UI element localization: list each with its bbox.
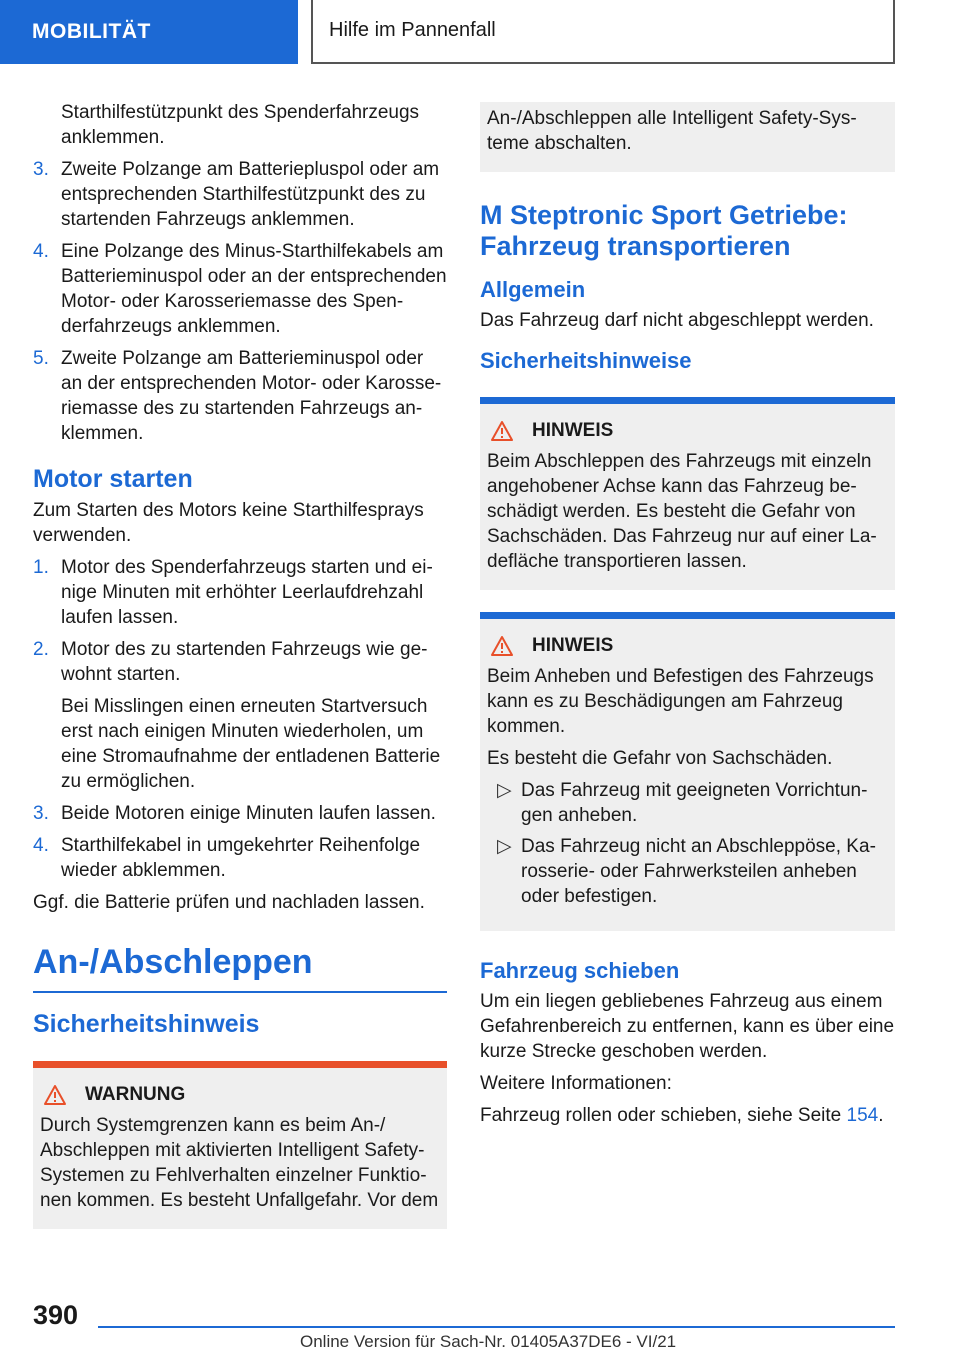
warning-text: Durch Systemgrenzen kann es beim An-/ Abschleppen mit aktivierten Intelligent Safety-Systemen zu Fehlverhalten einzelner Funktionen kommen. Es besteht Unfallgefahr. Vor dem — [40, 1115, 439, 1211]
bullet-text: Das Fahrzeug mit geeigneten Vorrichtungen anheben. — [521, 780, 868, 826]
heading-abschleppen: An-/Abschleppen — [33, 943, 313, 981]
heading-steptronic: M Steptronic Sport Getriebe: Fahrzeug transportieren — [480, 200, 848, 261]
step-number: 2. — [33, 639, 49, 660]
step-note: Bei Misslingen einen erneuten Startversuch erst nach einigen Minuten wiederholen, um eine Stromaufnahme der entladenen Batterie zu ermöglichen. — [61, 696, 441, 792]
heading-sicherheitshinweis: Sicherheitshinweis — [33, 1010, 260, 1038]
list-item — [33, 833, 447, 883]
list-item — [33, 801, 447, 826]
step-number: 1. — [33, 557, 49, 578]
right-column — [480, 100, 895, 1135]
step-text: Eine Polzange des Minus-Starthilfekabels am Batterieminuspol oder an der entsprechenden Motor- oder Karosseriemasse des Spenderfahrzeugs anklemmen. — [61, 241, 447, 337]
step-continuation: Starthilfestützpunkt des Spenderfahrzeugs anklemmen. — [61, 102, 420, 148]
list-item — [33, 157, 447, 232]
notice-box — [480, 397, 895, 590]
notice-text: Beim Anheben und Befestigen des Fahrzeugs kann es zu Beschädigungen am Fahrzeug kommen. — [487, 666, 874, 737]
notice-head — [487, 418, 888, 443]
warning-box — [33, 1061, 447, 1229]
heading-rule — [33, 991, 447, 993]
warning-triangle-icon — [490, 420, 514, 442]
step-number: 3. — [33, 803, 49, 824]
step-text: Starthilfekabel in umgekehrter Reihenfolge wieder abklemmen. — [61, 835, 421, 881]
step-number: 4. — [33, 835, 49, 856]
warning-head — [40, 1082, 440, 1107]
chapter-title: Hilfe im Pannenfall — [311, 0, 895, 64]
step-text: Zweite Polzange am Batteriepluspol oder am entsprechenden Starthilfestützpunkt des zu startenden Fahrzeugs anklemmen. — [61, 159, 440, 230]
notice-box — [480, 612, 895, 931]
list-item — [33, 239, 447, 339]
heading-sicherheitshinweise: Sicherheitshinweise — [480, 348, 692, 373]
reference-end: . — [878, 1105, 884, 1126]
heading-fahrzeug-schieben: Fahrzeug schieben — [480, 958, 680, 983]
push-text: Um ein liegen gebliebenes Fahrzeug aus einem Gefahrenbereich zu entfernen, kann es über eine kurze Strecke geschoben werden. — [480, 991, 895, 1062]
bullet-text: Das Fahrzeug nicht an Abschleppöse, Karosserie- oder Fahrwerksteilen anheben oder befestigen. — [521, 836, 876, 907]
warning-box-continued: An-/Abschleppen alle Intelligent Safety-Systeme abschalten. — [480, 102, 895, 172]
step-text: Zweite Polzange am Batterieminuspol oder an der entsprechenden Motor- oder Karosseriemasse des zu startenden Fahrzeugs anklemmen. — [61, 348, 442, 444]
notice-head — [487, 633, 888, 658]
more-info: Weitere Informationen: — [480, 1073, 672, 1094]
reference-text: Fahrzeug rollen oder schieben, siehe Seite — [480, 1105, 842, 1126]
step-number: 3. — [33, 159, 49, 180]
bullet-triangle-icon: ▷ — [497, 836, 512, 857]
step-text: Beide Motoren einige Minuten laufen lassen. — [61, 803, 436, 824]
list-item — [33, 637, 447, 687]
warning-triangle-icon — [490, 635, 514, 657]
list-item — [33, 346, 447, 446]
step-number: 4. — [33, 241, 49, 262]
section-tab: MOBILITÄT — [0, 0, 298, 64]
warning-triangle-icon — [43, 1084, 67, 1106]
motor-intro: Zum Starten des Motors keine Starthilfesprays verwenden. — [33, 500, 424, 546]
list-item — [487, 778, 888, 828]
general-text: Das Fahrzeug darf nicht abgeschleppt werden. — [480, 310, 874, 331]
warning-label: WARNUNG — [85, 1084, 186, 1105]
page-number: 390 — [33, 1300, 79, 1330]
notice-text: Beim Abschleppen des Fahrzeugs mit einzeln angehobener Achse kann das Fahrzeug beschädigt werden. Es besteht die Gefahr von Sachschäden. Das Fahrzeug nur auf einer Ladefläche transportieren lassen. — [487, 451, 877, 572]
heading-allgemein: Allgemein — [480, 277, 586, 302]
bullet-triangle-icon: ▷ — [497, 780, 512, 801]
page-reference — [480, 1103, 895, 1128]
footer-rule — [98, 1326, 895, 1328]
left-column — [33, 100, 447, 1229]
step-number: 5. — [33, 348, 49, 369]
list-item — [487, 834, 888, 909]
step-text: Motor des zu startenden Fahrzeugs wie gewohnt starten. — [61, 639, 428, 685]
list-item — [33, 555, 447, 630]
footer-text: Online Version für Sach-Nr. 01405A37DE6 - VI/21 — [300, 1332, 677, 1351]
heading-motor-starten: Motor starten — [33, 465, 193, 493]
notice-label: HINWEIS — [532, 420, 614, 441]
notice-text: Es besteht die Gefahr von Sachschäden. — [487, 748, 833, 769]
page-link[interactable]: 154 — [846, 1105, 879, 1126]
closing-text: Ggf. die Batterie prüfen und nachladen lassen. — [33, 892, 425, 913]
notice-label: HINWEIS — [532, 635, 614, 656]
step-text: Motor des Spenderfahrzeugs starten und einige Minuten mit erhöhter Leerlaufdrehzahl laufen lassen. — [61, 557, 433, 628]
